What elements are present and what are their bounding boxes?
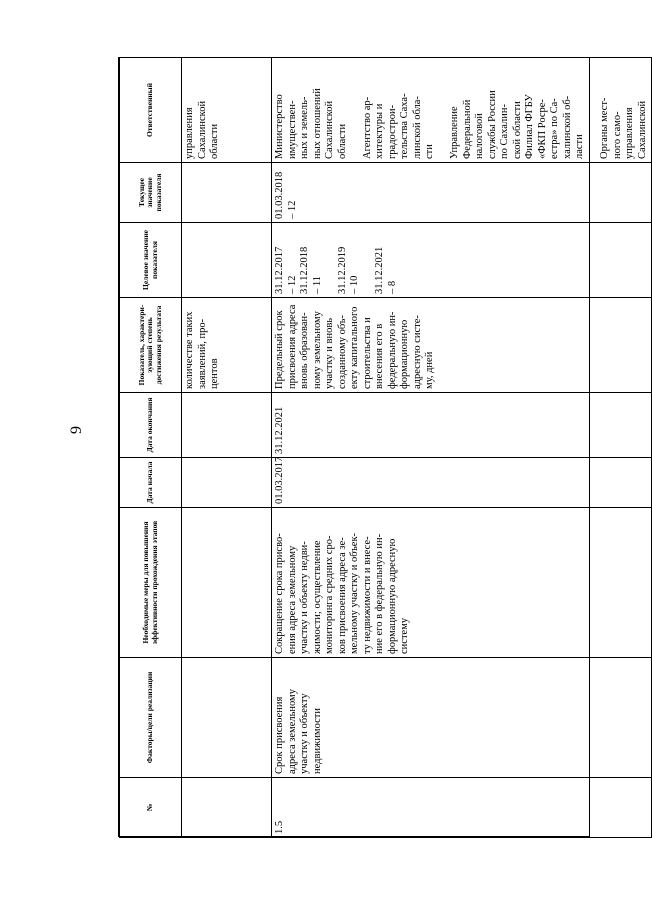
cell-num: 1.5 [272,778,652,838]
cell-start [182,458,272,508]
cell-factor: Срок присвоения адреса земельному участку и объекту недвижимости [272,658,652,778]
cell-end: 31.12.2021 [272,393,652,458]
table-row-1-5 [272,58,652,838]
indicator-table [119,57,652,838]
cell-start: 01.03.2017 [272,458,652,508]
cell-target: 31.12.2017 – 12 31.12.2018 – 11 31.12.2019 – 10 31.12.2021 – 8 [272,223,652,298]
cell-factor [182,658,272,778]
cell-current: 01.03.2018 – 12 [272,163,652,223]
header-responsible: Ответственный [120,58,182,163]
document-table-frame [118,57,648,837]
header-factor: Факторы/цели реализации [120,658,182,778]
cell-end [182,393,272,458]
header-indicator: Показатель, характери-зующий степень достижения результата [120,298,182,393]
cell-responsible: управления Сахалинской области [182,58,272,163]
cell-responsible: Министерство имуществен- ных и земель- ных отношений Сахалинской области Агентство ар- хитектуры и градострои- тельства Саха- линской обла- сти Управление Федеральной налоговой службы России по Сахалин- ской области Филиал ФГБУ «ФКП Росре- естра» по Са- халинской об- ласти Органы мест- ного само- управления Сахалинской [272,58,652,163]
cell-indicator: количестве таких заявлений, про- центов [182,298,272,393]
cell-target [182,223,272,298]
header-current: Текущее значение показателя [120,163,182,223]
cell-measures [182,508,272,658]
rotated-table-container [119,58,648,838]
header-measures: Необходимые меры для повышения эффективности прохождения этапов [120,508,182,658]
cell-measures: Сокращение срока присво- ения адреса земельному участку и объекту недви- жимости; осуществление мониторинга средних сро- ков присвоения адреса зе- мельному участку и объек- ту недвижимости и внесе- ние его в федеральную ин- формационную адресную систему [272,508,652,658]
cell-current [182,163,272,223]
cell-num [182,778,272,838]
header-num: № [120,778,182,838]
header-start: Дата начала [120,458,182,508]
table-row-continued [182,58,272,838]
header-target: Целевое значение показателя [120,223,182,298]
page-number: 9 [68,426,85,434]
table-header-row [120,58,182,838]
cell-indicator: Предельный срок присвоения адреса вновь образован- ному земельному участку и вновь созданному объ- екту капитального строительства и внесения его в федеральную ин- формационную адресную систе- му, дней [272,298,652,393]
header-end: Дата окончания [120,393,182,458]
